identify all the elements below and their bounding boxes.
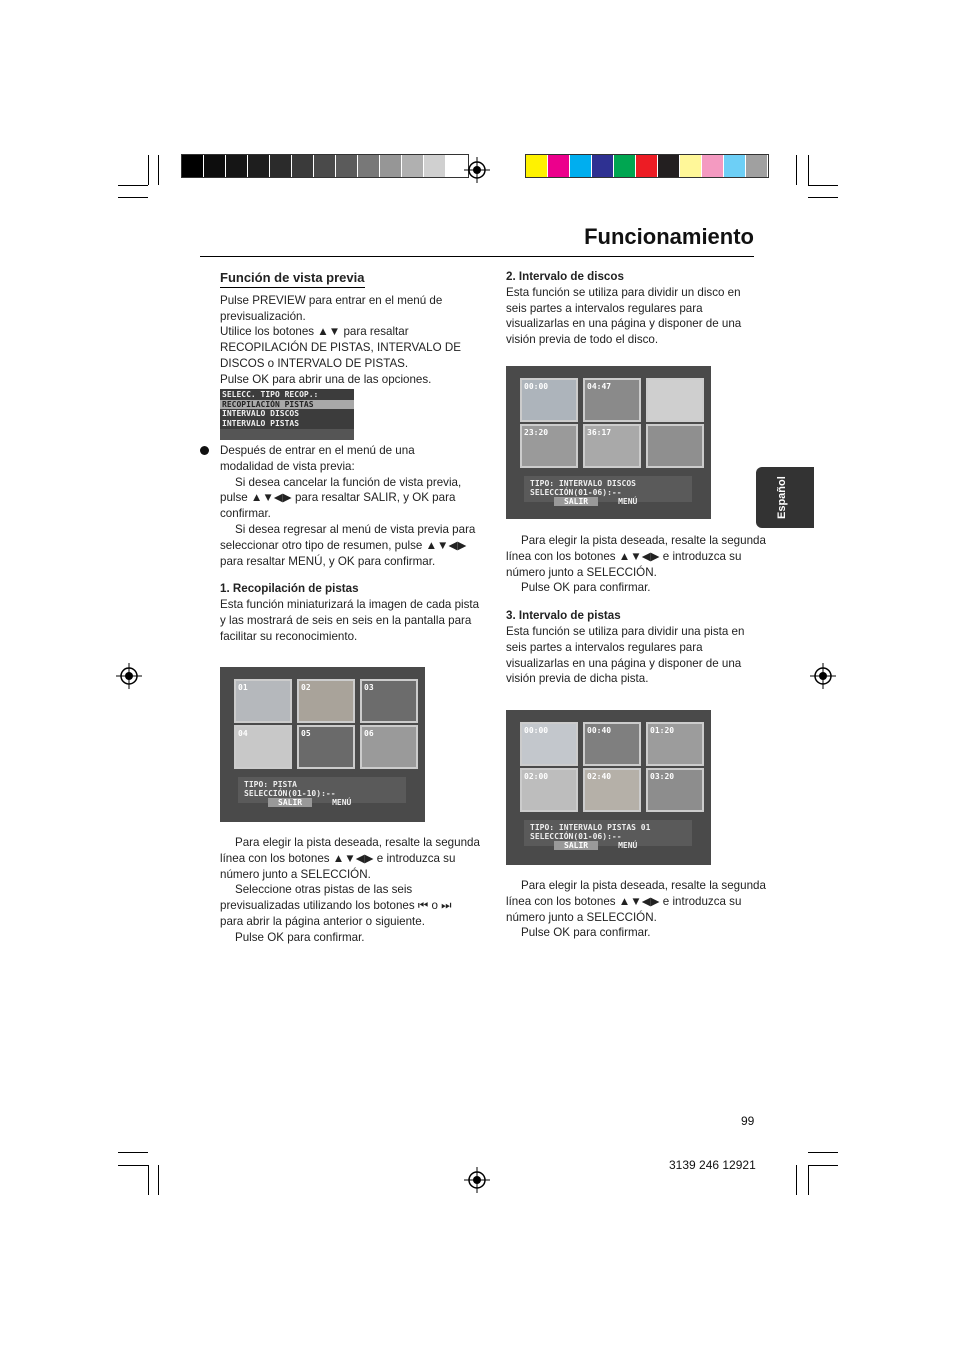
- thumbnail: [646, 722, 704, 766]
- menu-line: INTERVALO DISCOS: [222, 409, 300, 418]
- bullet-line: modalidad de vista previa:: [220, 459, 355, 473]
- color-swatch: [592, 155, 614, 177]
- thumbnail-label: 05: [301, 729, 311, 738]
- thumbnail-label: 00:00: [524, 726, 549, 735]
- thumbnail-label: 00:00: [524, 382, 549, 391]
- osd-selection-line: SELECCIÓN(01-06):--: [530, 832, 622, 841]
- thumbnail: [583, 424, 641, 468]
- bullet-paragraph-line: Si desea cancelar la función de vista previa,: [235, 475, 462, 489]
- subsection-1-line: facilitar su reconocimiento.: [220, 629, 358, 643]
- color-swatch: [702, 155, 724, 177]
- thumbnail: [646, 424, 704, 468]
- color-swatch: [226, 155, 248, 177]
- right-column-mid: [506, 533, 766, 687]
- subsection-2-line: Esta función se utiliza para dividir un disco en: [506, 285, 741, 299]
- instruction-paragraph-line: Pulse OK para confirmar.: [521, 581, 651, 595]
- intro-line: Pulse OK para abrir una de las opciones.: [220, 372, 432, 386]
- subsection-3-line: visión previa de dicha pista.: [506, 672, 649, 686]
- subsection-2-line: visualizarlas en una página y disponer de una: [506, 317, 742, 331]
- color-swatch: [746, 155, 768, 177]
- subsection-3-title: 3. Intervalo de pistas: [506, 609, 621, 623]
- track-interval-instructions: [506, 878, 766, 941]
- right-column-top: [506, 269, 766, 348]
- color-swatch: [182, 155, 204, 177]
- color-swatch: [358, 155, 380, 177]
- menu-button[interactable]: MENÚ: [332, 798, 352, 807]
- instruction-paragraph: [506, 878, 766, 925]
- instruction-paragraph-line: Para elegir la pista deseada, resalte la segunda: [521, 879, 766, 892]
- color-swatch: [548, 155, 570, 177]
- instruction-paragraph-line: número junto a SELECCIÓN.: [506, 565, 657, 579]
- intro-text: [220, 293, 480, 388]
- osd-type-line: TIPO: PISTA: [244, 780, 297, 789]
- grayscale-calibration-bar: [181, 154, 469, 178]
- thumbnail: [234, 725, 292, 769]
- thumbnail: [520, 378, 578, 422]
- thumbnail: [520, 722, 578, 766]
- osd-buttons: [530, 841, 686, 850]
- bullet-block: [220, 443, 480, 645]
- color-swatch: [724, 155, 746, 177]
- bullet-paragraph: [220, 475, 480, 522]
- instruction-paragraph-line: previsualizadas utilizando los botones ⏮ o ⏭: [220, 899, 452, 913]
- intro-line: Utilice los botones ▲▼ para resaltar: [220, 325, 409, 339]
- color-swatch: [336, 155, 358, 177]
- osd-type-line: TIPO: INTERVALO PISTAS 01: [530, 823, 651, 832]
- thumbnail: [583, 378, 641, 422]
- color-swatch: [248, 155, 270, 177]
- thumbnail: [646, 768, 704, 812]
- color-swatch: [526, 155, 548, 177]
- menu-line: RECOPILACIÓN PISTAS: [220, 400, 354, 410]
- instruction-paragraph: [506, 533, 766, 580]
- menu-button[interactable]: MENÚ: [618, 497, 638, 506]
- thumbnail: [520, 424, 578, 468]
- subsection-3-line: Esta función se utiliza para dividir una pista en: [506, 624, 745, 638]
- bullet-paragraph: [220, 522, 480, 569]
- subsection-3-body: [506, 624, 766, 687]
- subsection-1-line: y las mostrará de seis en seis en la pantalla para: [220, 613, 472, 627]
- thumbnail: [520, 768, 578, 812]
- bullet-paragraph-line: seleccionar otro tipo de resumen, pulse ▲▼◀▶: [220, 538, 467, 552]
- instruction-paragraph: [220, 930, 480, 946]
- thumbnail: [234, 679, 292, 723]
- preview-menu-lines: [220, 389, 354, 429]
- thumbnail: [297, 679, 355, 723]
- bullet-paragraph-line: pulse ▲▼◀▶ para resaltar SALIR, y OK para: [220, 491, 456, 505]
- intro-line: DISCOS o INTERVALO DE PISTAS.: [220, 356, 409, 370]
- color-swatch: [424, 155, 446, 177]
- thumbnail: [646, 378, 704, 422]
- bullet-line: Después de entrar en el menú de una: [220, 444, 415, 457]
- instruction-paragraph-line: número junto a SELECCIÓN.: [220, 867, 371, 881]
- subsection-2-line: visión previa de todo el disco.: [506, 333, 659, 347]
- instruction-paragraph: [220, 835, 480, 882]
- disc-interval-screen: [506, 366, 711, 519]
- intro-line: RECOPILACIÓN DE PISTAS, INTERVALO DE: [220, 341, 461, 355]
- color-swatch: [680, 155, 702, 177]
- color-swatch: [614, 155, 636, 177]
- section-title: Función de vista previa: [220, 270, 365, 288]
- subsection-2-title: 2. Intervalo de discos: [506, 270, 624, 283]
- instruction-paragraph: [220, 882, 480, 929]
- osd-info-bar: [524, 820, 692, 850]
- exit-button[interactable]: SALIR: [554, 841, 598, 850]
- osd-selection-line: SELECCIÓN(01-10):--: [244, 789, 336, 798]
- osd-selection-line: SELECCIÓN(01-06):--: [530, 488, 622, 497]
- menu-line: INTERVALO PISTAS: [222, 418, 300, 428]
- bullet-paragraph-line: Si desea regresar al menú de vista previa para: [235, 522, 476, 536]
- language-tab: [756, 467, 814, 528]
- title-rule: [200, 256, 754, 257]
- thumbnail: [583, 722, 641, 766]
- thumbnail: [297, 725, 355, 769]
- preview-menu-screen: [220, 389, 354, 440]
- instruction-paragraph-line: Para elegir la pista deseada, resalte la segunda: [235, 836, 480, 849]
- left-column: [220, 270, 480, 388]
- color-swatch: [314, 155, 336, 177]
- registration-mark-icon: [810, 663, 836, 689]
- color-swatch: [270, 155, 292, 177]
- document-code: 3139 246 12921: [669, 1158, 756, 1172]
- track-interval-screen: [506, 710, 711, 865]
- intro-line: Pulse PREVIEW para entrar en el menú de: [220, 293, 443, 307]
- thumbnail: [360, 725, 418, 769]
- instruction-paragraph-line: Para elegir la pista deseada, resalte la segunda: [521, 534, 766, 547]
- thumbnail-label: 06: [364, 729, 374, 738]
- instruction-paragraph-line: línea con los botones ▲▼◀▶ e introduzca su: [220, 851, 456, 865]
- thumbnail-label: 02:00: [524, 772, 549, 781]
- exit-button[interactable]: SALIR: [554, 497, 598, 506]
- bullet-text: [220, 443, 480, 475]
- page-number: 99: [741, 1114, 755, 1128]
- instruction-paragraph: [506, 580, 766, 596]
- thumbnail-label: 03: [364, 683, 374, 692]
- disc-interval-instructions: [506, 533, 766, 596]
- subsection-1-line: Esta función miniaturizará la imagen de cada pista: [220, 598, 480, 612]
- instruction-paragraph-line: línea con los botones ▲▼◀▶ e introduzca su: [506, 894, 742, 908]
- subsection-3-line: visualizarlas en una página y disponer de una: [506, 656, 742, 670]
- thumbnail-label: 01: [238, 683, 248, 692]
- intro-line: previsualización.: [220, 309, 306, 323]
- bullet-paragraph-line: confirmar.: [220, 507, 271, 521]
- color-calibration-bar: [525, 154, 769, 178]
- osd-info-bar: [524, 476, 692, 506]
- instruction-paragraph-line: línea con los botones ▲▼◀▶ e introduzca su: [506, 549, 742, 563]
- color-swatch: [402, 155, 424, 177]
- thumbnail-label: 04:47: [587, 382, 612, 391]
- subsection-1-title: 1. Recopilación de pistas: [220, 582, 359, 596]
- thumbnail-label: 02: [301, 683, 311, 692]
- instruction-paragraph-line: para abrir la página anterior o siguiente.: [220, 914, 425, 928]
- color-swatch: [204, 155, 226, 177]
- color-swatch: [636, 155, 658, 177]
- thumbnail-label: 36:17: [587, 428, 612, 437]
- instruction-paragraph-line: Pulse OK para confirmar.: [235, 930, 365, 944]
- subsection-2-body: [506, 285, 766, 348]
- exit-button[interactable]: SALIR: [268, 798, 312, 807]
- subsection-3-line: seis partes a intervalos regulares para: [506, 640, 703, 654]
- osd-buttons: [530, 497, 686, 506]
- registration-mark-icon: [464, 1167, 490, 1193]
- thumbnail-label: 02:40: [587, 772, 612, 781]
- instruction-paragraph: [506, 925, 766, 941]
- bullet-icon: [200, 446, 209, 455]
- menu-button[interactable]: MENÚ: [618, 841, 638, 850]
- thumbnail: [583, 768, 641, 812]
- instruction-paragraph-line: número junto a SELECCIÓN.: [506, 910, 657, 924]
- subsection-2-line: seis partes a intervalos regulares para: [506, 301, 703, 315]
- bullet-paragraph-line: para resaltar MENÚ, y OK para confirmar.: [220, 554, 436, 568]
- color-swatch: [658, 155, 680, 177]
- thumbnail-label: 03:20: [650, 772, 675, 781]
- registration-mark-icon: [464, 157, 490, 183]
- page-title: Funcionamiento: [584, 224, 754, 249]
- registration-mark-icon: [116, 663, 142, 689]
- osd-info-bar: [238, 777, 406, 807]
- color-swatch: [292, 155, 314, 177]
- subsection-1-body: [220, 597, 480, 644]
- language-tab-label: Español: [776, 476, 788, 519]
- track-digest-screen: [220, 667, 425, 822]
- menu-line: SELECC. TIPO RECOP.:: [222, 390, 319, 399]
- bullet-paragraphs: [220, 475, 480, 570]
- instruction-paragraph-line: Pulse OK para confirmar.: [521, 926, 651, 940]
- osd-buttons: [244, 798, 400, 807]
- color-swatch: [570, 155, 592, 177]
- instruction-paragraph-line: Seleccione otras pistas de las seis: [235, 883, 413, 897]
- thumbnail-label: 01:20: [650, 726, 675, 735]
- osd-type-line: TIPO: INTERVALO DISCOS: [530, 479, 636, 488]
- thumbnail-label: 00:40: [587, 726, 612, 735]
- thumbnail-label: 23:20: [524, 428, 549, 437]
- track-digest-instructions: [220, 835, 480, 946]
- thumbnail: [360, 679, 418, 723]
- color-swatch: [380, 155, 402, 177]
- thumbnail-label: 04: [238, 729, 248, 738]
